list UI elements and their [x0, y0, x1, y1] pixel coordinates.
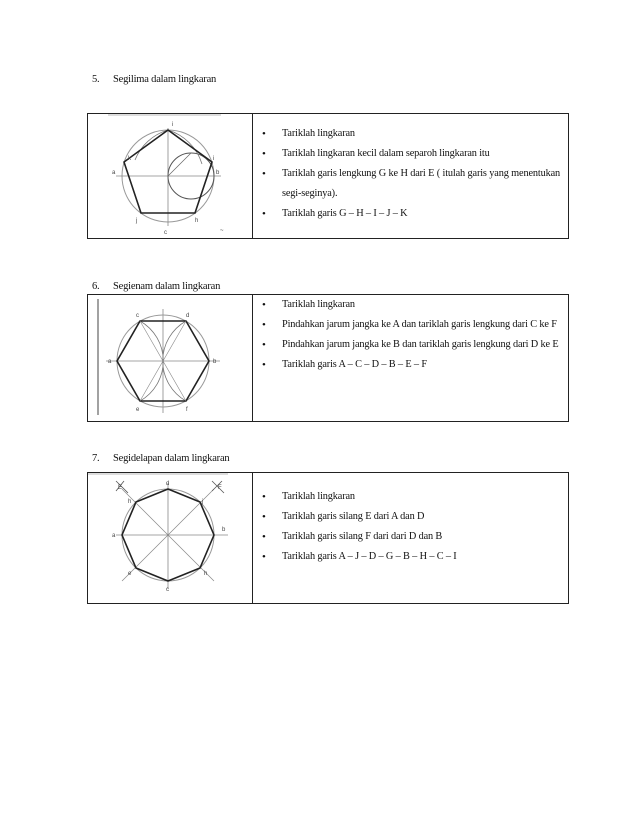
section-7-title [92, 453, 229, 464]
pentagon-figure [88, 114, 252, 238]
section-5-steps [252, 124, 568, 224]
svg-text:b: b [213, 359, 217, 365]
list-item: • Tariklah garis A – C – D – B – E – F [252, 355, 568, 375]
svg-text:c: c [136, 313, 139, 319]
svg-text:d: d [166, 481, 170, 487]
list-item: • Tariklah garis silang E dari A dan D [252, 507, 568, 527]
svg-text:i: i [213, 156, 215, 162]
list-item: • Tariklah lingkaran kecil dalam separoh lingkaran itu [252, 144, 568, 164]
list-item: • Tariklah lingkaran [252, 487, 568, 507]
section-number: 7. [92, 453, 100, 464]
list-item: • Pindahkan jarum jangka ke B dan tariklah garis lengkung dari D ke E [252, 335, 568, 355]
svg-text:a: a [108, 359, 112, 365]
section-7-box [87, 472, 569, 604]
svg-text:F: F [218, 485, 222, 491]
svg-text:E: E [118, 485, 123, 491]
section-5-box [87, 113, 569, 239]
list-item: • Tariklah lingkaran [252, 124, 568, 144]
section-6-title [92, 281, 220, 292]
svg-text:b: b [222, 527, 226, 533]
svg-text:h: h [128, 499, 132, 505]
list-item: • Tariklah garis G – H – I – J – K [252, 204, 568, 224]
section-6-box [87, 294, 569, 422]
section-5-title [92, 74, 216, 85]
svg-text:e: e [136, 407, 140, 413]
list-item: • Tariklah garis silang F dari dari D dan B [252, 527, 568, 547]
svg-text:c: c [166, 587, 169, 593]
section-heading: Segidelapan dalam lingkaran [113, 453, 230, 464]
svg-text:j: j [202, 499, 204, 505]
section-7-steps [252, 487, 568, 567]
svg-text:a: a [112, 170, 116, 176]
svg-text:a: a [112, 533, 116, 539]
section-number: 5. [92, 74, 100, 85]
list-item: • Pindahkan jarum jangka ke A dan tariklah garis lengkung dari C ke F [252, 315, 568, 335]
svg-text:j: j [136, 218, 138, 224]
svg-text:h: h [195, 218, 199, 224]
svg-text:~: ~ [220, 228, 224, 234]
section-heading: Segienam dalam lingkaran [113, 281, 221, 292]
svg-text:c: c [164, 230, 167, 236]
list-item: • Tariklah garis lengkung G ke H dari E ( itulah garis yang menentukan segi-seginya). [252, 164, 568, 204]
svg-text:b: b [216, 170, 220, 176]
svg-text:e: e [128, 571, 132, 577]
hexagon-figure [88, 295, 252, 421]
svg-text:h: h [204, 571, 208, 577]
section-6-steps [252, 295, 568, 375]
section-heading: Segilima dalam lingkaran [113, 74, 217, 85]
section-number: 6. [92, 281, 100, 292]
svg-text:d: d [186, 313, 190, 319]
list-item: • Tariklah garis A – J – D – G – B – H – C – I [252, 547, 568, 567]
svg-text:i: i [172, 122, 174, 128]
list-item: • Tariklah lingkaran [252, 295, 568, 315]
svg-text:k: k [128, 156, 131, 162]
octagon-figure [88, 473, 252, 603]
svg-text:f: f [186, 407, 188, 413]
